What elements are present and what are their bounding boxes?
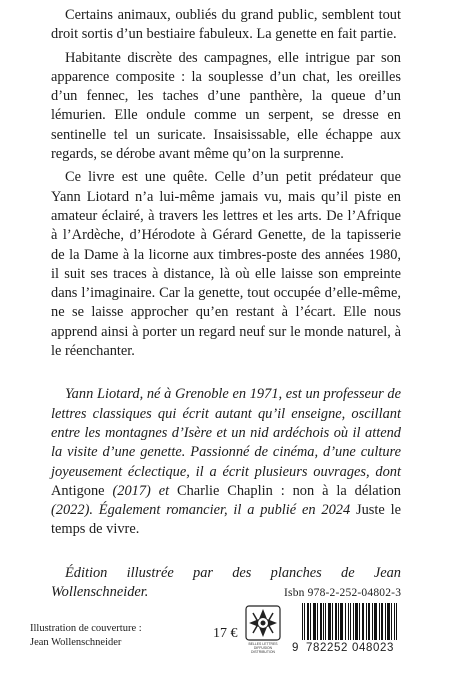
barcode-group-1: 782252 xyxy=(306,642,348,654)
bio-book-title-1: Antigone xyxy=(51,482,105,499)
blurb-paragraph-1: Certains animaux, oubliés du grand public, semblent tout droit sortis d’un bestiaire fabuleux. La genette en fait partie. xyxy=(51,7,401,43)
blurb-paragraph-2: Habitante discrète des campagnes, elle intrigue par son apparence composite : la souplesse d’un chat, les oreilles d’un fennec, les taches d’une panthère, la queue d’un lémurien. Elle ondule comme un serpent, se dresse en sentinelle tel un suricate. Insaisissable, elle échappe aux regards, se dérobe avant même qu’on la surprenne. xyxy=(51,49,401,163)
cover-credit xyxy=(30,622,142,649)
bio-text-3: (2022). Également romancier, il a publié en 2024 xyxy=(51,502,357,519)
back-cover-text xyxy=(51,0,401,602)
edition-note: Édition illustrée par des planches de Jean Wollenschneider. xyxy=(51,564,401,601)
barcode-digits xyxy=(290,640,410,656)
distributor-logo-text: BELLES LETTRES DIFFUSION DISTRIBUTION xyxy=(248,642,278,654)
distributor-emblem-icon xyxy=(244,604,282,642)
distributor-logo xyxy=(244,604,282,654)
barcode-group-2: 048023 xyxy=(352,642,394,654)
price: 17 € xyxy=(213,626,238,641)
author-bio xyxy=(51,385,401,539)
cover-credit-label: Illustration de couverture : xyxy=(30,623,142,634)
barcode-first-digit: 9 xyxy=(292,642,299,654)
bio-book-title-2: Charlie Chaplin : non à la délation xyxy=(177,482,401,499)
cover-credit-name: Jean Wollenschneider xyxy=(30,636,122,648)
isbn-number: Isbn 978-2-252-04802-3 xyxy=(284,587,402,599)
blurb-paragraph-3: Ce livre est une quête. Celle d’un petit prédateur que Yann Liotard n’a lui-même jamais vu, mais qu’il piste en amateur éclairé, à travers les lettres et les arts. De l’Afrique à l’Ardèche, d’Hérodote à Gérard Genette, de la tapisserie de la Dame à la licorne aux timbres-poste des années 1980, il suit ses traces à distance, là où elle laisse son empreinte dans l’imaginaire. Car la genette, tout occupée d’elle-même, ne se laisse approcher qu’en restant à l’écart. Elle nous apprend ainsi à porter un regard neuf sur le monde naturel, à le réenchanter. xyxy=(51,169,401,360)
bio-text-2: (2017) et xyxy=(104,482,177,499)
bio-book-title-3: Juste le temps de vivre. xyxy=(51,502,402,538)
bio-text-1: Yann Liotard, né à Grenoble en 1971, est un professeur de lettres classiques qui écrit autant qu’il enseigne, oscillant entre les montagnes d’Isère et un nid ardéchois où il attend la visite d’une genette. Passionné de cinéma, d’une culture joyeusement éclectique, il a écrit plusieurs ouvrages, dont xyxy=(51,386,401,480)
